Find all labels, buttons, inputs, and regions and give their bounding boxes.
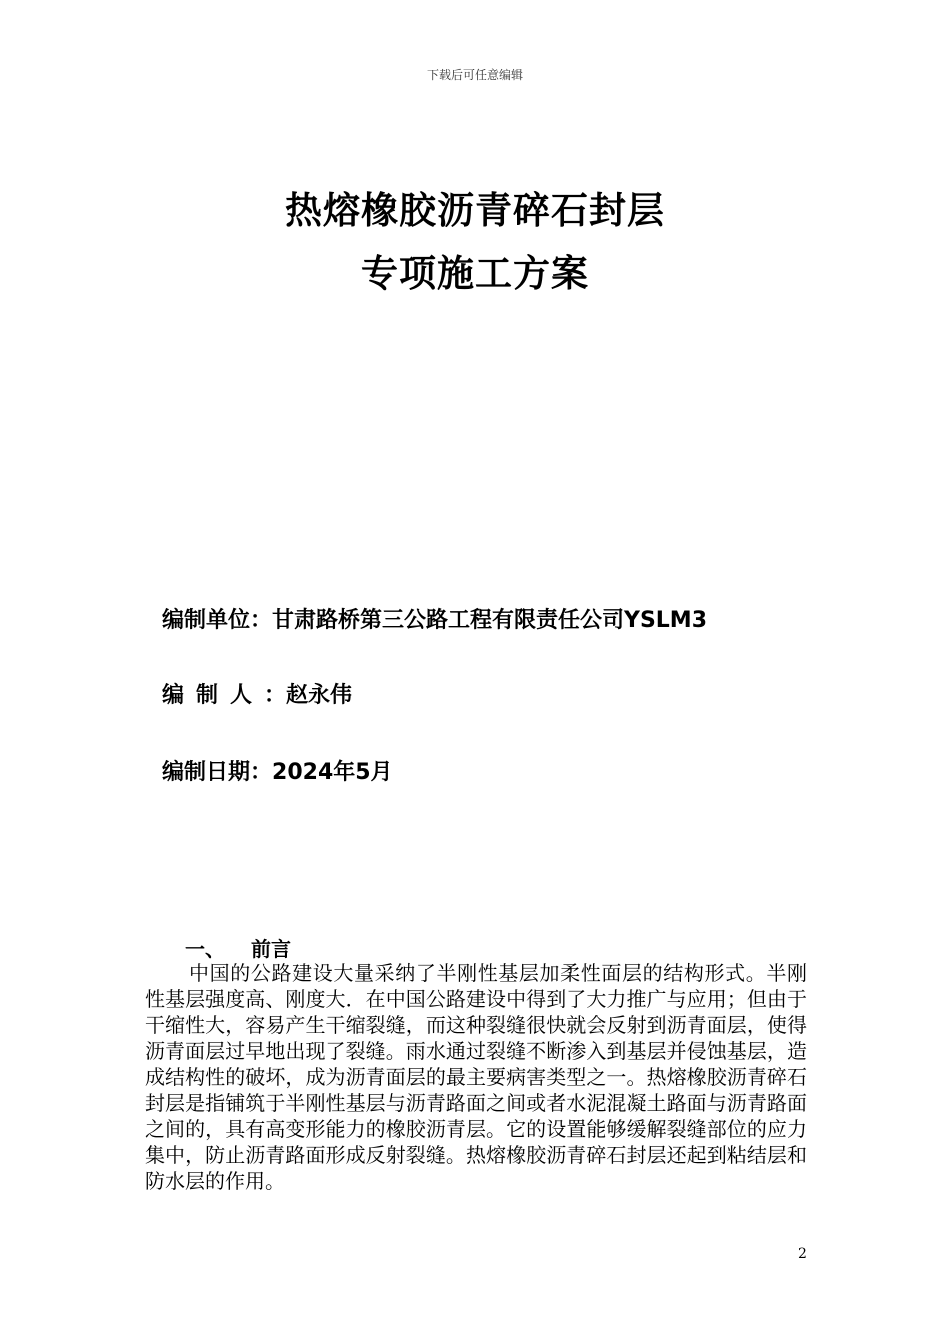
document-title-line1: 热熔橡胶沥青碎石封层 xyxy=(285,189,665,232)
compile-date xyxy=(162,755,393,786)
compiling-unit xyxy=(162,603,707,634)
compiler-label xyxy=(162,683,286,708)
compiling-unit-value: 甘肃路桥第三公路工程有限责任公司YSLM3 xyxy=(272,608,708,633)
compiler-label-colon: ： xyxy=(264,683,287,708)
section-body-paragraph: 中国的公路建设大量采纳了半刚性基层加柔性面层的结构形式。半刚性基层强度高、刚度大．在中国公路建设中得到了大力推广与应用；但由于干缩性大，容易产生干缩裂缝，而这种裂缝很快就会反射到沥青面层，使得沥青面层过早地出现了裂缝。雨水通过裂缝不断渗入到基层并侵蚀基层，造成结构性的破坏，成为沥青面层的最主要病害类型之一。热熔橡胶沥青碎石封层是指铺筑于半刚性基层与沥青路面之间或者水泥混凝土路面与沥青路面之间的，具有高变形能力的橡胶沥青层。它的设置能够缓解裂缝部位的应力集中，防止沥青路面形成反射裂缝。热熔橡胶沥青碎石封层还起到粘结层和防水层的作用。 xyxy=(145,961,807,1193)
document-title-line2: 专项施工方案 xyxy=(361,252,589,295)
section-heading xyxy=(185,933,291,962)
header-note: 下载后可任意编辑 xyxy=(426,68,523,82)
compile-date-value: 2024年5月 xyxy=(272,760,393,785)
compiler-label-text: 编制人 xyxy=(162,683,265,708)
compile-date-label: 编制日期： xyxy=(162,760,273,785)
compiling-unit-label: 编制单位： xyxy=(162,608,273,633)
page-number: 2 xyxy=(798,1246,807,1262)
compiler-value: 赵永伟 xyxy=(286,683,353,708)
section-title: 前言 xyxy=(251,937,291,961)
section-number: 一、 xyxy=(185,937,225,961)
compiler xyxy=(162,678,352,709)
